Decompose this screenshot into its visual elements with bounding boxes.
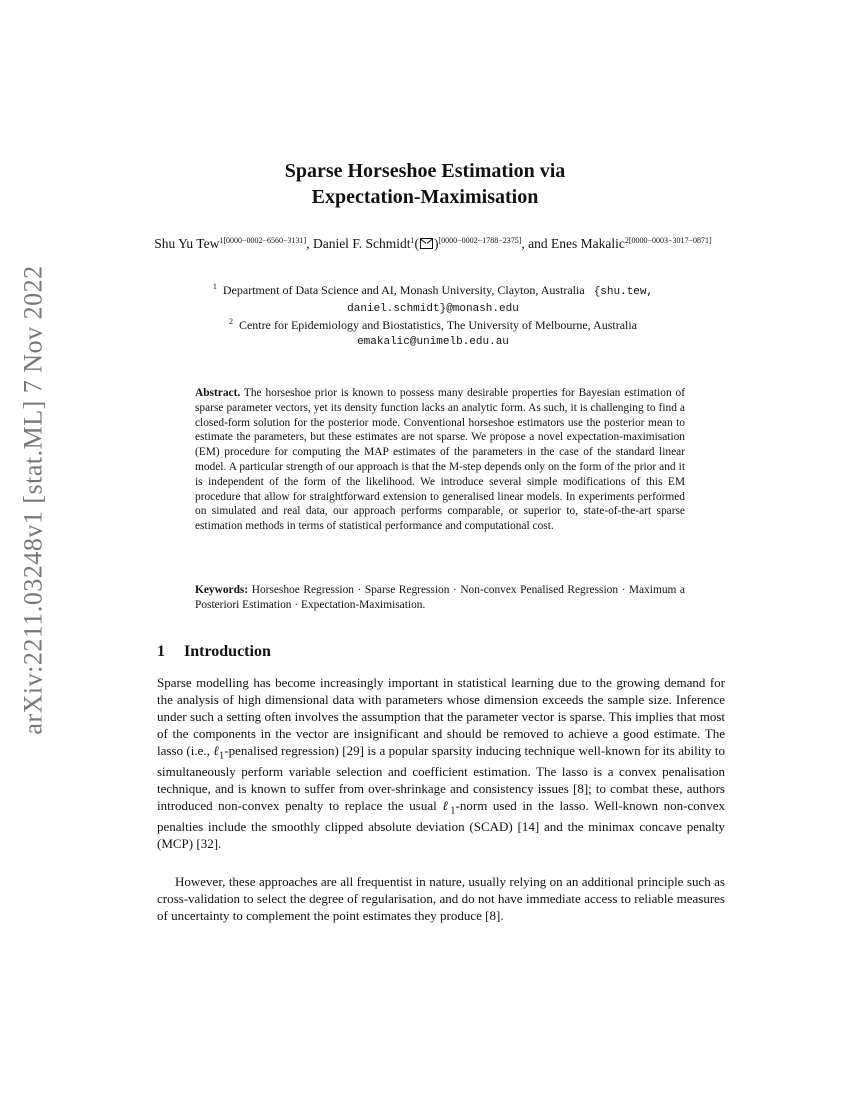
paper-title [0,158,850,210]
intro-paragraph-2: However, these approaches are all frequentist in nature, usually relying on an additional principle such as cross-validation to select the degree of regularisation, and do not have immediate access to reliable measures of uncertainty to complement the point estimates they produce [8]. [157,874,725,923]
title-line-2: Expectation-Maximisation [311,186,539,208]
affiliation-2 [150,317,716,334]
envelope-icon [420,238,433,249]
paragraph-1-segment-1: Sparse modelling has become increasingly important in statistical learning due to the growing demand for the analysis of high dimensional data with parameters whose dimension exceeds the sample size. Inference under such a setting often involves the assumption that the parameter vector is sparse. This implies that most of the components in the vector are insignificant and should be removed to achieve a good estimate. The lasso (i.e., [157,675,725,758]
arxiv-identifier: arXiv:2211.03248v1 [stat.ML] 7 Nov 2022 [19,265,48,735]
author-tew: Shu Yu Tew [154,236,220,251]
keywords-label: Keywords: [195,584,249,596]
affiliation-2-text: Centre for Epidemiology and Biostatistics, The University of Melbourne, Australia [238,318,638,332]
affiliation-1-email-part2: daniel.schmidt}@monash.edu [347,302,519,315]
author-schmidt-orcid: [0000−0002−1788−2375] [438,236,522,245]
affiliation-2-email: emakalic@unimelb.edu.au [357,335,509,348]
abstract-label: Abstract. [195,387,241,399]
ell-symbol: ℓ [213,742,219,758]
affiliation-2-marker: 2 [228,317,233,326]
keywords [195,583,685,613]
arxiv-side-stamp [14,265,54,735]
ell-symbol: ℓ [442,797,451,813]
author-list: Shu Yu Tew$^{1[0000-0002-6560-3131]}$, Daniel F. Schmidt$^1$( )[0000−0002−1788−2375], and Enes Makalic$^{2[0000-0003-3017-0871]}$ [154,236,712,251]
abstract [195,386,685,534]
affiliation-1-text: Department of Data Science and AI, Monash University, Clayton, Australia [222,283,585,297]
title-line-1: Sparse Horseshoe Estimation via [284,160,566,182]
paragraph-1-segment-2: -penalised regression) [29] is a popular sparsity inducing technique well-known for its ability to simultaneously perform variable selection and coefficient estimation. The lasso is a convex penalisation technique, and is known to suffer from over-shrinkage and consistency issues [8]; to combat these, authors introduced non-convex penalty to replace the usual [157,742,725,813]
section-title: Introduction [184,643,271,660]
paragraph-1-segment-3: -norm used in the lasso. Well-known non-convex penalties include the smoothly clipped absolute deviation (SCAD) [14] and the minimax concave penalty (MCP) [32]. [157,797,726,852]
affiliation-1-marker: 1 [212,282,217,291]
section-heading-introduction [157,643,271,661]
affiliation-1 [150,282,716,301]
author-schmidt: , Daniel F. Schmidt [306,236,411,251]
author-tew-orcid: 1[0000−0002−6560−3131] [219,236,307,245]
affiliation-1-email-part1: {shu.tew, [593,286,654,298]
affiliations [150,282,716,350]
section-number: 1 [157,643,165,660]
abstract-text: The horseshoe prior is known to possess many desirable properties for Bayesian estimation of sparse parameter vectors, yet its density function lacks an analytic form. As such, it is challenging to find a closed-form solution for the posterior mode. Conventional horseshoe estimators use the posterior mean to estimate the parameters, but these estimates are not sparse. We propose a novel expectation-maximisation (EM) procedure for computing the MAP estimates of the parameters in the case of the standard linear model. A particular strength of our approach is that the M-step depends only on the form of the prior and it is independent of the form of the likelihood. We introduce several simple modifications of this EM procedure that allow for straightforward extension to generalised linear models. In experiments performed on simulated and real data, our approach performs comparable, or superior to, state-of-the-art sparse estimation methods in terms of statistical performance and computational cost. [195,387,685,533]
author-makalic-orcid: 2[0000−0003−3017−0871] [624,236,712,245]
ell-subscript: 1 [218,749,225,762]
author-schmidt-affil: 1 [410,236,415,245]
keywords-text: Horseshoe Regression · Sparse Regression · Non-convex Penalised Regression · Maximum a Posteriori Estimation · Expectation-Maximisation. [195,584,685,611]
ell-subscript: 1 [450,804,456,817]
intro-paragraph-1 [157,675,725,853]
author-makalic: , and Enes Makalic [521,236,625,251]
